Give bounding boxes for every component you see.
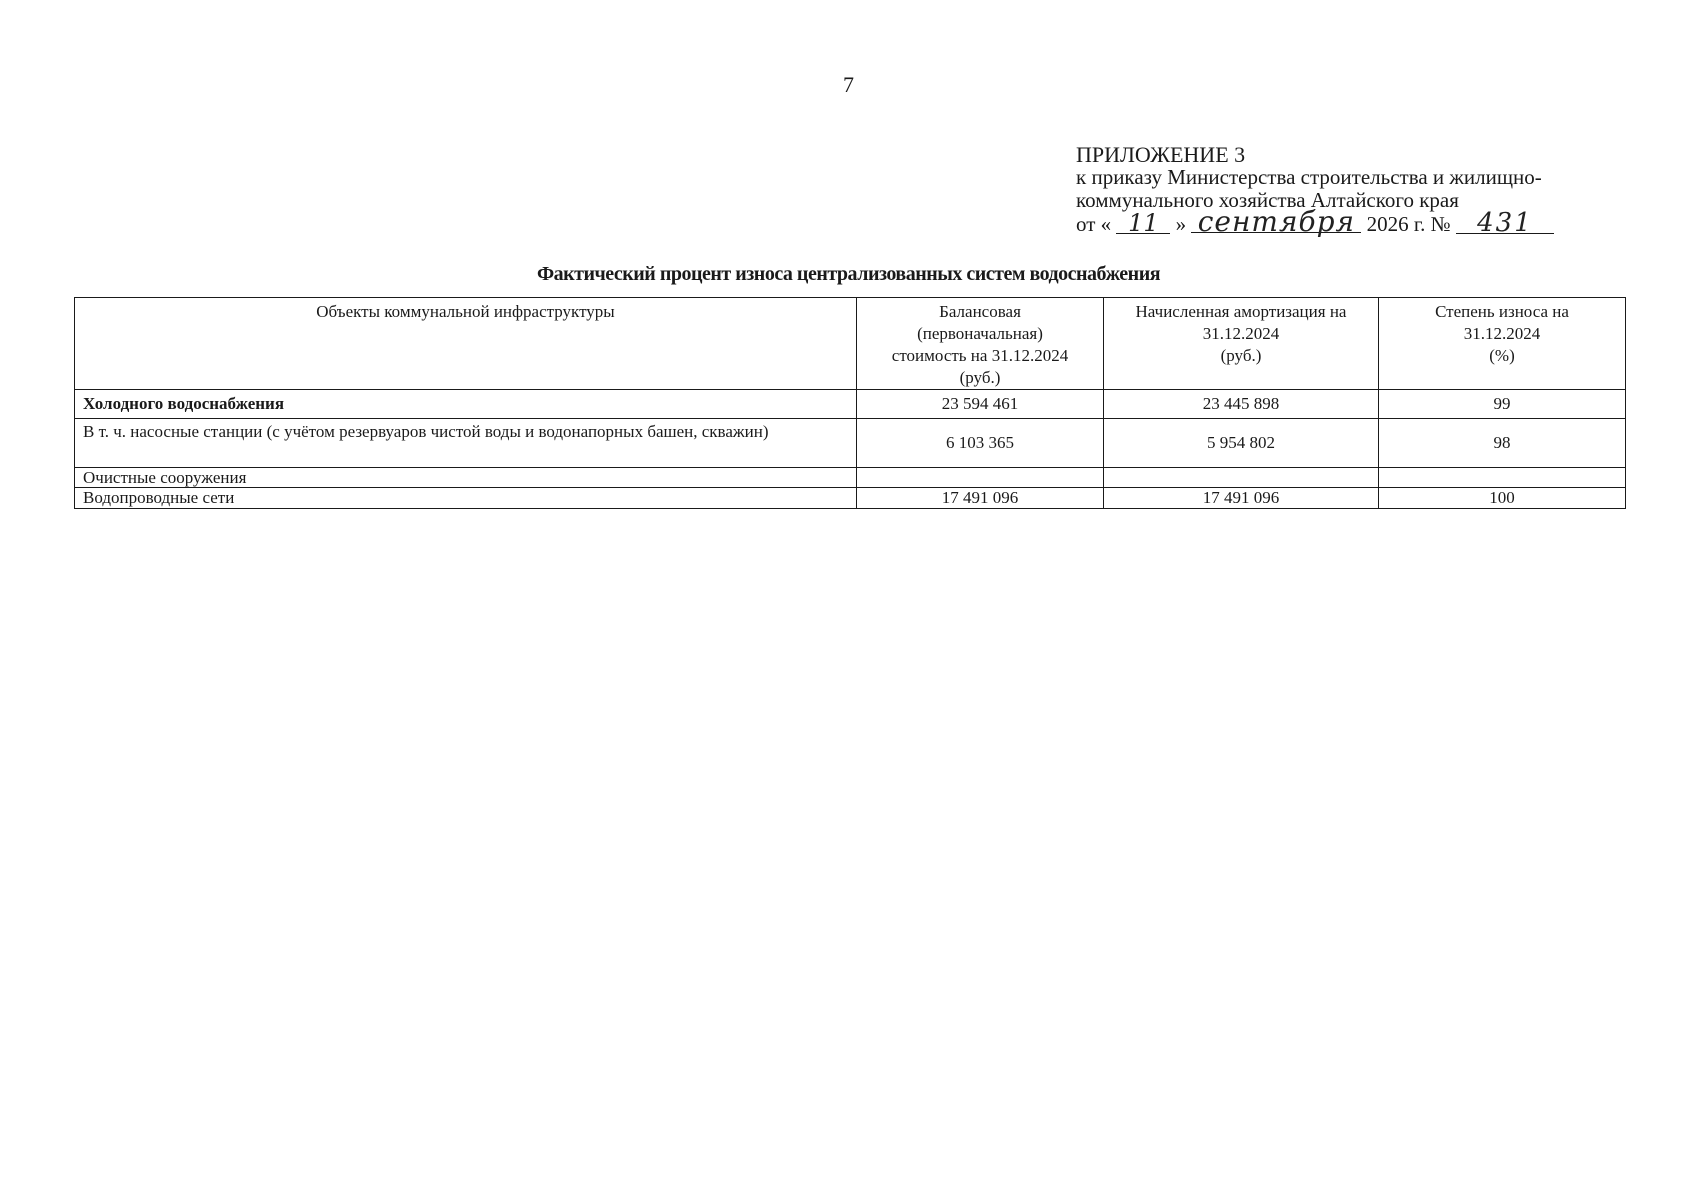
table-header-row xyxy=(75,298,1626,390)
page-number: 7 xyxy=(843,72,854,97)
header-line: (первоначальная) xyxy=(917,324,1043,343)
header-balance-value xyxy=(857,298,1104,390)
cell-object: Очистные сооружения xyxy=(75,468,857,488)
wear-table xyxy=(74,297,1626,509)
cell-depreciation xyxy=(1104,468,1379,488)
appendix-line-1: к приказу Министерства строительства и жилищно- xyxy=(1076,165,1542,189)
appendix-heading: ПРИЛОЖЕНИЕ 3 xyxy=(1076,142,1246,167)
cell-wear-percent xyxy=(1379,468,1626,488)
header-depreciation xyxy=(1104,298,1379,390)
cell-balance-value: 17 491 096 xyxy=(857,488,1104,509)
document-title: Фактический процент износа централизованных систем водоснабжения xyxy=(536,263,1161,285)
date-year: 2026 г. № xyxy=(1366,212,1451,236)
header-line: (руб.) xyxy=(1220,346,1262,365)
cell-depreciation: 23 445 898 xyxy=(1104,390,1379,419)
table-row xyxy=(75,488,1626,509)
header-line: 31.12.2024 xyxy=(1202,324,1280,343)
cell-depreciation: 17 491 096 xyxy=(1104,488,1379,509)
header-line: 31.12.2024 xyxy=(1463,324,1541,343)
header-line: (руб.) xyxy=(959,368,1001,387)
cell-balance-value: 23 594 461 xyxy=(857,390,1104,419)
appendix-block xyxy=(1076,143,1676,236)
table-row xyxy=(75,468,1626,488)
header-line: Начисленная амортизация на xyxy=(1135,302,1347,321)
cell-balance-value: 6 103 365 xyxy=(857,419,1104,468)
header-line: Степень износа на xyxy=(1435,302,1569,321)
cell-object: В т. ч. насосные станции (с учётом резервуаров чистой воды и водонапорных башен, скважин) xyxy=(75,419,857,468)
header-wear-percent xyxy=(1379,298,1626,390)
date-prefix: от « xyxy=(1076,212,1112,236)
table-row xyxy=(75,390,1626,419)
cell-object: Водопроводные сети xyxy=(75,488,857,509)
appendix-line-2: коммунального хозяйства Алтайского края xyxy=(1076,188,1459,212)
header-line: (%) xyxy=(1489,346,1515,365)
cell-depreciation: 5 954 802 xyxy=(1104,419,1379,468)
header-objects: Объекты коммунальной инфраструктуры xyxy=(75,298,857,390)
header-line: Балансовая xyxy=(939,302,1021,321)
appendix-date-line xyxy=(1076,205,1676,238)
cell-object: Холодного водоснабжения xyxy=(75,390,857,419)
handwritten-order-number: 431 xyxy=(1456,213,1554,234)
handwritten-month: сентября xyxy=(1191,212,1361,233)
cell-wear-percent: 99 xyxy=(1379,390,1626,419)
handwritten-day: 11 xyxy=(1116,213,1170,234)
cell-balance-value xyxy=(857,468,1104,488)
cell-wear-percent: 98 xyxy=(1379,419,1626,468)
table-row xyxy=(75,419,1626,468)
header-line: стоимость на 31.12.2024 xyxy=(891,346,1069,365)
date-mid: » xyxy=(1175,212,1187,236)
cell-wear-percent: 100 xyxy=(1379,488,1626,509)
